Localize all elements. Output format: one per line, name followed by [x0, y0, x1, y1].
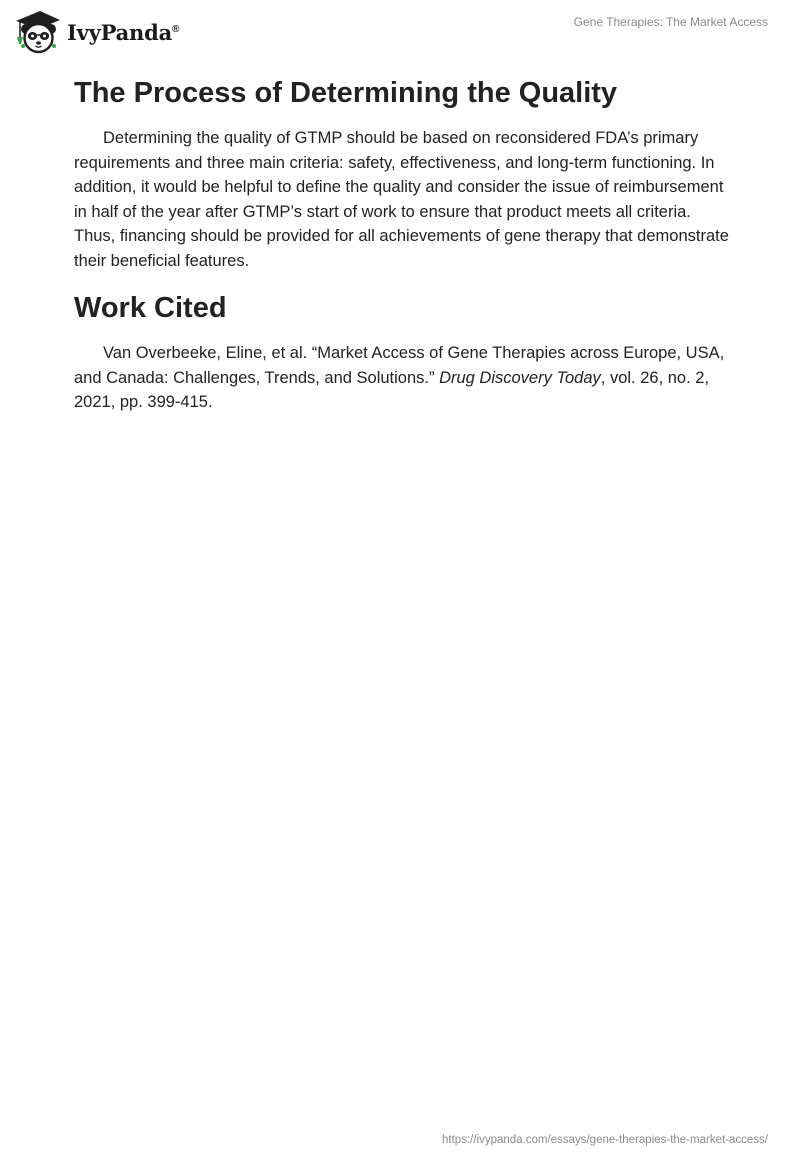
citation-authors-title: Van Overbeeke, Eline, et al. “Market Access of Gene Therapies across Europe, USA, and Canada: Challenges, Trends, and Solutions.” — [74, 344, 725, 387]
section-heading-quality: The Process of Determining the Quality — [74, 77, 618, 109]
section-heading-work-cited: Work Cited — [74, 292, 227, 324]
registered-mark: ® — [172, 23, 180, 35]
quality-paragraph: Determining the quality of GTMP should be based on reconsidered FDA’s primary requirements and three main criteria: safety, effectiveness, and long-term functioning. In addition, it would be helpful to define the quality and consider the issue of reimbursement in half of the year after GTMP’s start of work to ensure that product meets all criteria. Thus, financing should be provided for all achievements of gene therapy that demonstrate their beneficial features. — [74, 129, 729, 270]
page-header — [0, 0, 800, 60]
ivypanda-logo[interactable] — [14, 7, 179, 55]
running-title: Gene Therapies: The Market Access — [573, 15, 768, 29]
panda-graduate-icon — [14, 7, 62, 55]
brand-name: IvyPanda® — [67, 19, 180, 45]
source-url-link[interactable]: https://ivypanda.com/essays/gene-therapies-the-market-access/ — [442, 1134, 768, 1146]
citation-journal: Drug Discovery Today — [439, 368, 601, 387]
citation-entry — [74, 341, 730, 415]
citation-details: , vol. 26, no. 2, 2021, pp. 399-415. — [74, 368, 710, 411]
document-body — [74, 70, 730, 415]
